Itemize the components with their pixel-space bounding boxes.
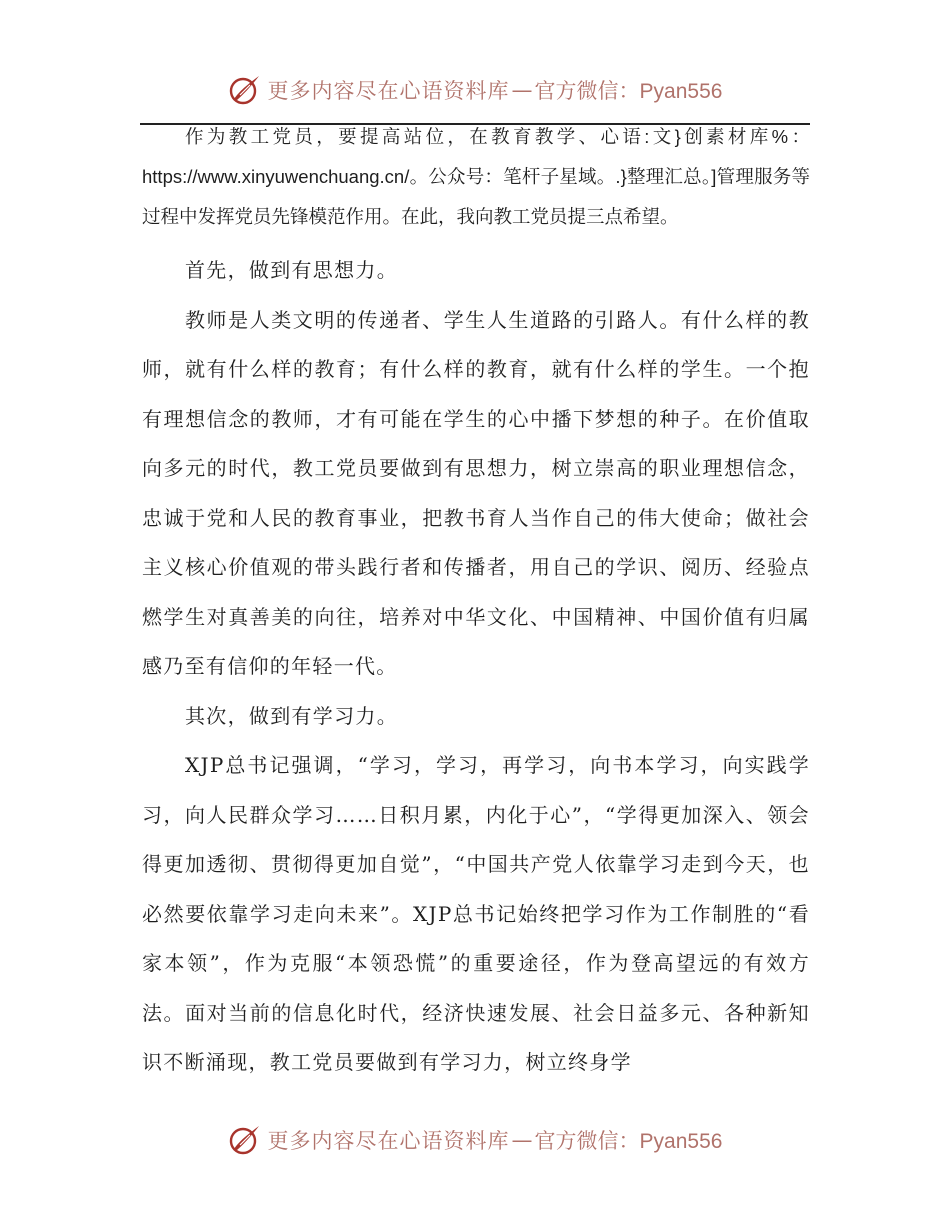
heading-second-point: 其次，做到有学习力。 <box>185 703 398 728</box>
paragraph-intro: 作为教工党员，要提高站位，在教育教学、心语:文}创素材库%：https://www.xinyuwenchuang.cn/。公众号：笔杆子星域。.}整理汇总。]管理服务等过程中发挥党员先锋模范作用。在此，我向教工党员提三点希望。 <box>142 126 810 227</box>
header-account-text: 官方微信：Pyan556 <box>534 80 723 103</box>
footer-banner <box>0 1120 950 1160</box>
header-separator: — <box>511 78 533 102</box>
header-banner <box>0 70 950 110</box>
header-brand-text: 更多内容尽在心语资料库 <box>267 79 510 103</box>
quill-logo-icon <box>228 1123 262 1157</box>
heading-first-point: 首先，做到有思想力。 <box>185 258 398 282</box>
footer-account-text: 官方微信：Pyan556 <box>534 1130 723 1153</box>
document-body <box>142 117 810 1088</box>
footer-separator: — <box>511 1128 533 1152</box>
paragraph-thinking-power: 教师是人类文明的传递者、学生人生道路的引路人。有什么样的教师，就有什么样的教育；有什么样的教育，就有什么样的学生。一个抱有理想信念的教师，才有可能在学生的心中播下梦想的种子。在价值取向多元的时代，教工党员要做到有思想力，树立崇高的职业理想信念，忠诚于党和人民的教育事业，把教书育人当作自己的伟大使命；做社会主义核心价值观的带头践行者和传播者，用自己的学识、阅历、经验点燃学生对真善美的向往，培养对中华文化、中国精神、中国价值有归属感乃至有信仰的年轻一代。 <box>142 307 810 678</box>
paragraph-learning-power: XJP总书记强调，“学习，学习，再学习，向书本学习，向实践学习，向人民群众学习……日积月累，内化于心”，“学得更加深入、领会得更加透彻、贯彻得更加自觉”，“中国共产党人依靠学习走到今天，也必然要依靠学习走向未来”。XJP总书记始终把学习作为工作制胜的“看家本领”，作为克服“本领恐慌”的重要途径，作为登高望远的有效方法。面对当前的信息化时代，经济快速发展、社会日益多元、各种新知识不断涌现，教工党员要做到有学习力，树立终身学 <box>142 753 810 1074</box>
quill-logo-icon <box>228 73 262 107</box>
footer-brand-text: 更多内容尽在心语资料库 <box>267 1129 510 1153</box>
